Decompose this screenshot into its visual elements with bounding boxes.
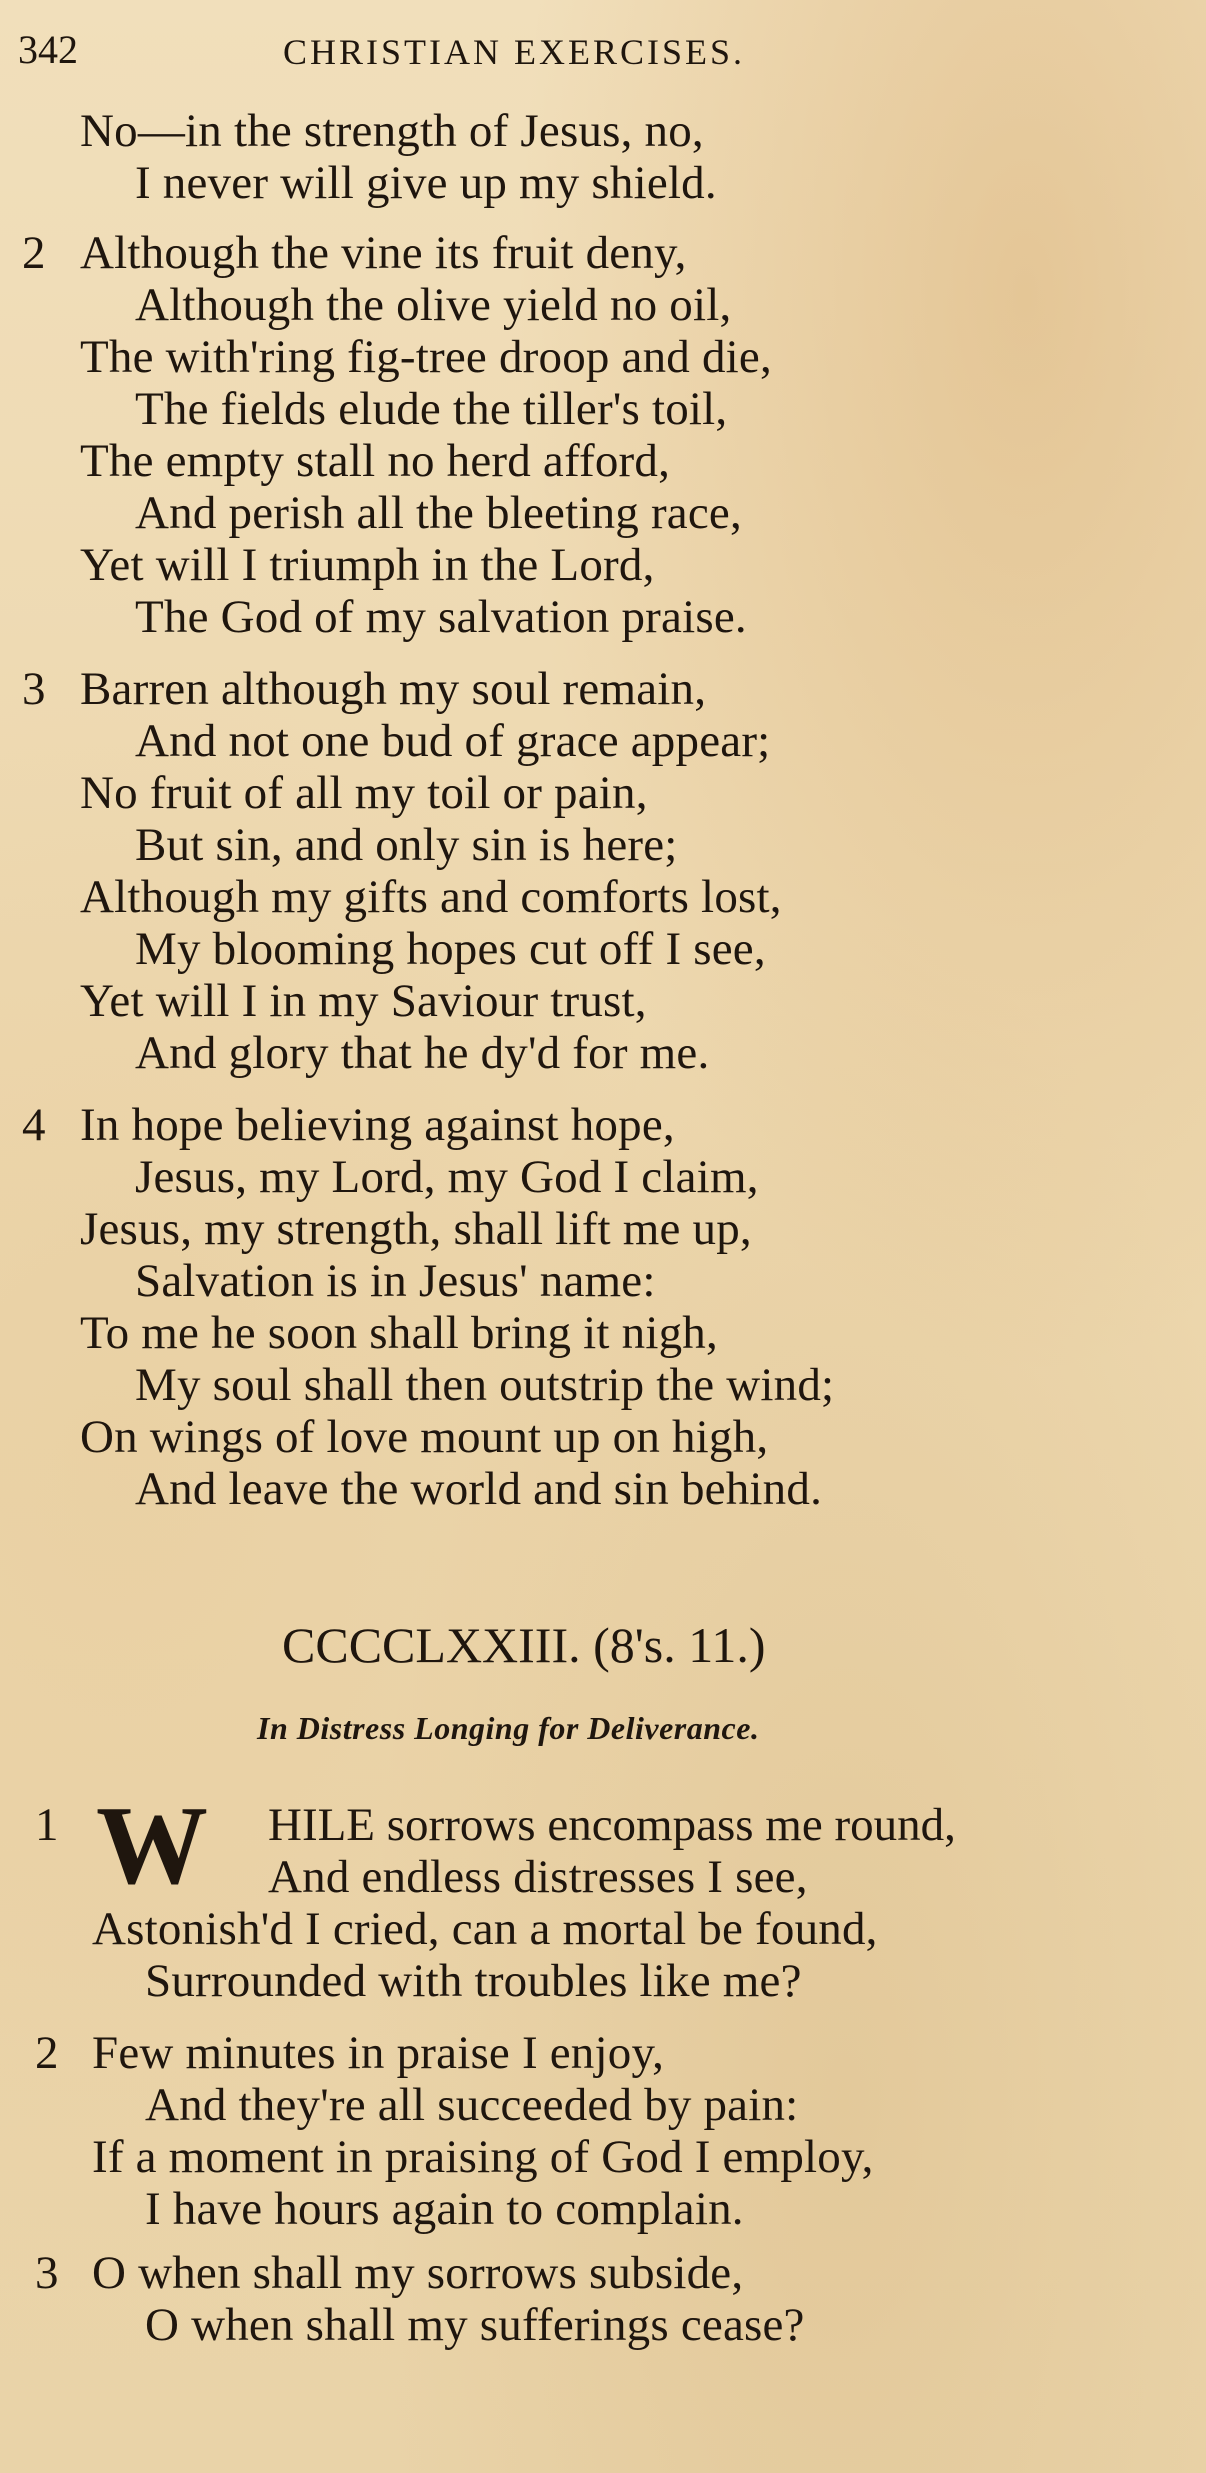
verse-line: Astonish'd I cried, can a mortal be found,: [92, 1903, 878, 1955]
verse-line: And glory that he dy'd for me.: [135, 1027, 710, 1079]
verse-line: I never will give up my shield.: [135, 157, 717, 209]
verse-line: Yet will I triumph in the Lord,: [80, 539, 655, 591]
verse-line: And not one bud of grace appear;: [135, 715, 771, 767]
stanza-number: 1: [35, 1799, 59, 1851]
verse-line: And perish all the bleeting race,: [135, 487, 742, 539]
verse-line: Surrounded with troubles like me?: [145, 1955, 802, 2007]
verse-line: Although the vine its fruit deny,: [80, 227, 687, 279]
verse-line: Jesus, my strength, shall lift me up,: [80, 1203, 752, 1255]
verse-line: In hope believing against hope,: [80, 1099, 675, 1151]
verse-line: O when shall my sorrows subside,: [92, 2247, 744, 2299]
verse-line: No fruit of all my toil or pain,: [80, 767, 648, 819]
stanza-number: 3: [22, 663, 46, 715]
verse-line: And they're all succeeded by pain:: [145, 2079, 799, 2131]
verse-line: Although my gifts and comforts lost,: [80, 871, 782, 923]
verse-line: But sin, and only sin is here;: [135, 819, 678, 871]
stanza-number: 2: [35, 2027, 59, 2079]
hymn-subtitle: In Distress Longing for Deliverance.: [257, 1710, 760, 1746]
drop-cap: W: [96, 1784, 208, 1908]
stanza-number: 2: [22, 227, 46, 279]
verse-line: My soul shall then outstrip the wind;: [135, 1359, 835, 1411]
verse-line: Barren although my soul remain,: [80, 663, 707, 715]
verse-line: Jesus, my Lord, my God I claim,: [135, 1151, 759, 1203]
verse-line: And endless distresses I see,: [268, 1851, 808, 1903]
verse-line: I have hours again to complain.: [145, 2183, 744, 2235]
verse-line: Although the olive yield no oil,: [135, 279, 732, 331]
verse-line: The empty stall no herd afford,: [80, 435, 671, 487]
verse-line: On wings of love mount up on high,: [80, 1411, 769, 1463]
verse-line: Yet will I in my Saviour trust,: [80, 975, 647, 1027]
verse-line: If a moment in praising of God I employ,: [92, 2131, 874, 2183]
running-title: CHRISTIAN EXERCISES.: [283, 32, 746, 72]
verse-line: My blooming hopes cut off I see,: [135, 923, 766, 975]
verse-line: O when shall my sufferings cease?: [145, 2299, 805, 2351]
verse-line: No—in the strength of Jesus, no,: [80, 105, 704, 157]
verse-line: The fields elude the tiller's toil,: [135, 383, 728, 435]
verse-line: Few minutes in praise I enjoy,: [92, 2027, 665, 2079]
verse-line: The with'ring fig-tree droop and die,: [80, 331, 772, 383]
verse-line: HILE sorrows encompass me round,: [268, 1799, 956, 1851]
verse-line: Salvation is in Jesus' name:: [135, 1255, 656, 1307]
hymn-title: CCCCLXXIII. (8's. 11.): [282, 1617, 766, 1673]
verse-line: To me he soon shall bring it nigh,: [80, 1307, 718, 1359]
page-number: 342: [18, 27, 78, 72]
stanza-number: 4: [22, 1099, 46, 1151]
stanza-number: 3: [35, 2247, 59, 2299]
verse-line: And leave the world and sin behind.: [135, 1463, 823, 1515]
verse-line: The God of my salvation praise.: [135, 591, 747, 643]
